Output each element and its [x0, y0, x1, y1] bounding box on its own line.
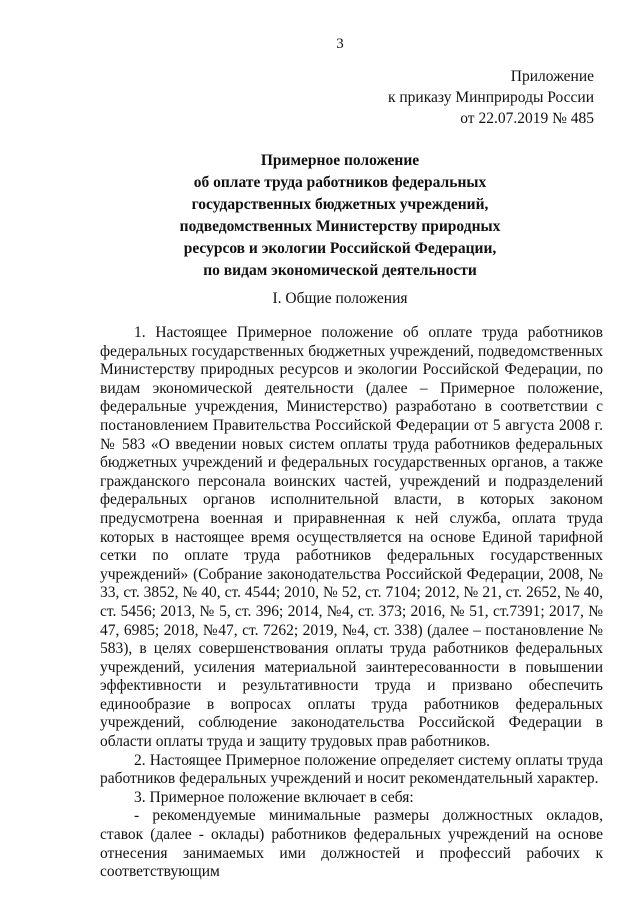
title-line: государственных бюджетных учреждений,	[191, 196, 489, 213]
document-body	[100, 324, 603, 882]
paragraph: 1. Настоящее Примерное положение об оплате труда работников федеральных государственных бюджетных учреждений, подведомственных Министерству природных ресурсов и экологии Российской Федерации, по видам экономической деятельности (далее – Примерное положение, федеральные учреждения, Министерство) разработано в соответствии с постановлением Правительства Российской Федерации от 5 августа 2008 г. № 583 «О введении новых систем оплаты труда работников федеральных бюджетных учреждений и федеральных государственных органов, а также гражданского персонала воинских частей, учреждений и подразделений федеральных органов исполнительной власти, в которых законом предусмотрена военная и приравненная к ней служба, оплата труда которых в настоящее время осуществляется на основе Единой тарифной сетки по оплате труда работников федеральных государственных учреждений» (Собрание законодательства Российской Федерации, 2008, № 33, ст. 3852, № 40, ст. 4544; 2010, № 52, ст. 7104; 2012, № 21, ст. 2652, № 40, ст. 5456; 2013, № 5, ст. 396; 2014, №4, ст. 373; 2016, № 51, ст.7391; 2017, № 47, 6985; 2018, №47, ст. 7262; 2019, №4, ст. 338) (далее – постановление № 583), в целях совершенствования оплаты труда работников федеральных учреждений, усиления материальной заинтересованности в повышении эффективности и результативности труда и призвано обеспечить единообразие в вопросах оплаты труда работников федеральных учреждений, соблюдение законодательства Российской Федерации в области оплаты труда и защиту трудовых прав работников.	[100, 324, 603, 751]
appendix-header	[388, 66, 594, 129]
title-line: по видам экономической деятельности	[203, 262, 477, 279]
appendix-line: Приложение	[510, 68, 594, 85]
title-line: об оплате труда работников федеральных	[193, 174, 487, 191]
title-line: Примерное положение	[260, 152, 420, 169]
section-title: I. Общие положения	[272, 290, 408, 307]
paragraph: - рекомендуемые минимальные размеры должностных окладов, ставок (далее - оклады) работников федеральных учреждений на основе отнесения занимаемых ими должностей и профессий рабочих к соответствующим	[100, 807, 603, 881]
document-title	[0, 150, 640, 282]
appendix-line: к приказу Минприроды России	[387, 89, 594, 106]
title-line: подведомственных Министерству природных	[179, 218, 501, 235]
appendix-line: от 22.07.2019 № 485	[460, 110, 594, 127]
paragraph: 2. Настоящее Примерное положение определяет систему оплаты труда работников федеральных учреждений и носит рекомендательный характер.	[100, 751, 603, 788]
page-number: 3	[336, 36, 344, 52]
paragraph: 3. Примерное положение включает в себя:	[134, 788, 414, 806]
title-line: ресурсов и экологии Российской Федерации,	[183, 240, 497, 257]
